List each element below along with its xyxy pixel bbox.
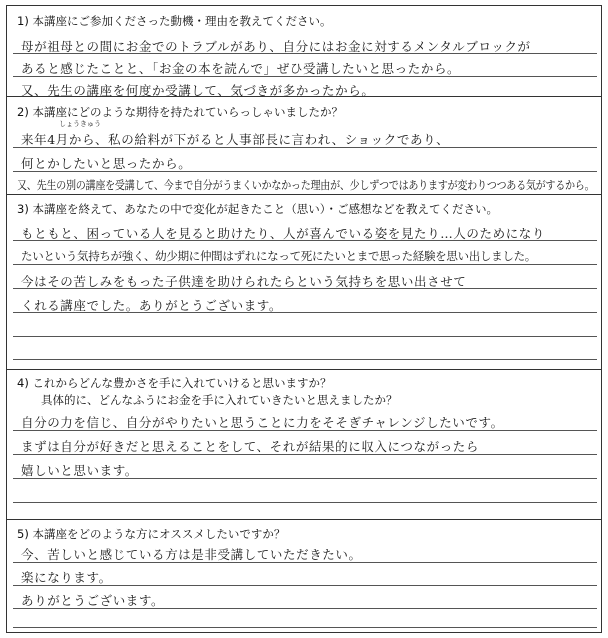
answer-5-line-3: ありがとうございます。 bbox=[21, 593, 165, 608]
answer-3-line-3: 今はその苦しみをもった子供達を助けられたらという気持ちを思い出させて bbox=[21, 274, 467, 289]
answer-2-line-2: 何とかしたいと思ったから。 bbox=[21, 156, 192, 171]
answer-5-line-2: 楽になります。 bbox=[21, 570, 112, 585]
question-3-label: 3) 本講座を終えて、あなたの中で変化が起きたこと（思い）・ご感想などを教えてください。 bbox=[17, 202, 498, 216]
answer-line bbox=[13, 264, 597, 265]
question-4-sublabel: 具体的に、どんなふうにお金を手に入れていきたいと思えましたか？ bbox=[41, 393, 398, 407]
answer-4-line-1: 自分の力を信じ、自分がやりたいと思うことに力をそそぎチャレンジしたいです。 bbox=[21, 415, 504, 430]
question-2-label: 2) 本講座にどのような期待を持たれていらっしゃいましたか？ bbox=[17, 105, 343, 119]
answer-4-line-3: 嬉しいと思います。 bbox=[21, 463, 138, 478]
handwritten-furigana-note: しょうきゅう bbox=[59, 120, 101, 128]
answer-3-line-4: くれる講座でした。ありがとうございます。 bbox=[21, 298, 283, 313]
answer-1-line-3: 又、先生の講座を何度か受講して、気づきが多かったから。 bbox=[21, 83, 375, 98]
question-5-label: 5) 本講座をどのような方にオススメしたいですか？ bbox=[17, 527, 286, 541]
section-q1 bbox=[7, 6, 601, 96]
section-q5 bbox=[7, 519, 601, 633]
question-1-label: 1) 本講座にご参加くださった動機・理由を教えてください。 bbox=[17, 14, 332, 28]
answer-3-line-1: もともと、困っている人を見ると助けたり、人が喜んでいる姿を見たり…人のためになり bbox=[21, 226, 546, 241]
answer-5-line-1: 今、苦しいと感じている方は是非受講していただきたい。 bbox=[21, 547, 362, 562]
answer-1-line-1: 母が祖母との間にお金でのトラブルがあり、自分にはお金に対するメンタルブロックが bbox=[21, 39, 531, 54]
answer-1-line-2: あると感じたことと、「お金の本を読んで」ぜひ受講したいと思ったから。 bbox=[21, 61, 461, 76]
answer-3-line-2: たいという気持ちが強く、幼少期に仲間はずれになって死にたいとまで思った経験を思い出しました。 bbox=[21, 249, 536, 263]
answer-line bbox=[13, 502, 597, 503]
answer-4-line-2: まずは自分が好きだと思えることをして、それが結果的に収入につながったら bbox=[21, 439, 480, 454]
section-q4 bbox=[7, 369, 601, 520]
answer-2-line-1: 来年4月から、私の給料が下がると人事部長に言われ、ショックであり、 bbox=[21, 132, 450, 147]
questionnaire-form bbox=[6, 5, 602, 633]
section-q3 bbox=[7, 194, 601, 370]
answer-2-line-3: 又、先生の別の講座を受講して、今まで自分がうまくいかなかった理由が、少しずつではありますが変わりつつある気がするから。 bbox=[17, 178, 595, 192]
question-4-label: 4) これからどんな豊かさを手に入れていけると思いますか？ bbox=[17, 376, 332, 390]
answer-line bbox=[13, 336, 597, 337]
section-q2 bbox=[7, 96, 601, 195]
answer-line bbox=[13, 359, 597, 360]
answer-line bbox=[13, 627, 597, 628]
